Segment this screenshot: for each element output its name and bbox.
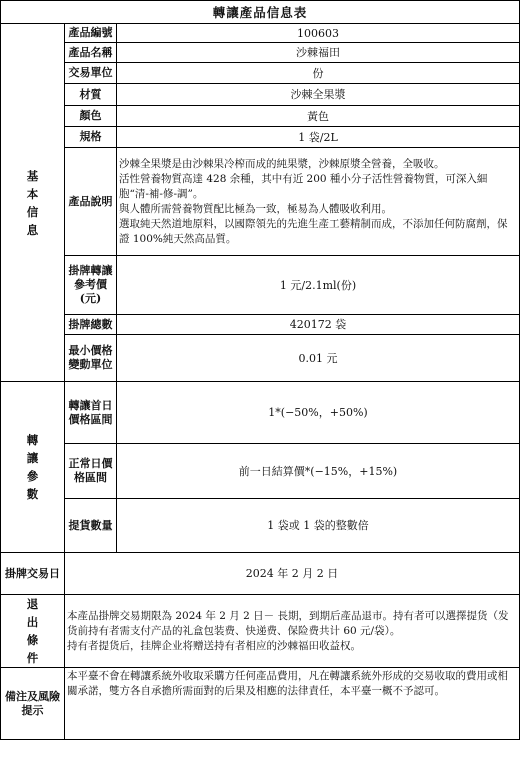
description-line: 與人體所需營養物質配比極為一致，極易為人體吸收利用。	[119, 202, 392, 215]
exit-line: 本產品掛牌交易期限為 2024 年 2 月 2 日－ 長期，到期后產品退市。持有者可以選擇提货（发货前持有者需支付产品的礼盒包装费、快递费、保险费共计 60 元/袋）。	[67, 609, 509, 637]
section-transfer-label: 轉讓參數	[26, 433, 39, 501]
label-risk-notice: 備注及風險提示	[1, 668, 65, 740]
label-total-listed: 掛牌總數	[65, 315, 117, 335]
exit-line: 持有者提货后，挂牌企业将赠送持有者相应的沙棘福田收益权。	[67, 639, 361, 652]
label-product-name: 產品名稱	[65, 43, 117, 63]
section-basic-label: 基本信息	[26, 168, 39, 237]
table-title: 轉讓產品信息表	[1, 1, 520, 24]
value-product-name: 沙棘福田	[117, 43, 520, 63]
value-trade-unit: 份	[117, 63, 520, 84]
label-trade-unit: 交易單位	[65, 63, 117, 84]
section-transfer-params	[1, 382, 65, 553]
label-first-day-range: 轉讓首日價格區間	[65, 382, 117, 444]
description-line: 活性營養物質高達 428 余種，其中有近 200 種小分子活性營養物質，可深入細胞“清-補-修-調”。	[119, 172, 488, 200]
value-pickup-quantity: 1 袋或 1 袋的整數倍	[117, 499, 520, 553]
label-spec: 規格	[65, 127, 117, 148]
section-basic-info	[1, 24, 65, 382]
label-min-price-tick: 最小價格變動單位	[65, 335, 117, 382]
label-material: 材質	[65, 84, 117, 106]
label-listing-date: 掛牌交易日	[1, 553, 65, 595]
value-reference-price: 1 元/2.1ml(份)	[117, 256, 520, 315]
label-description: 產品說明	[65, 148, 117, 256]
exit-label: 退出條件	[26, 597, 39, 665]
label-color: 顏色	[65, 106, 117, 127]
value-color: 黃色	[117, 106, 520, 127]
value-min-price-tick: 0.01 元	[117, 335, 520, 382]
value-description	[117, 148, 520, 256]
section-exit-conditions	[1, 595, 65, 668]
label-reference-price: 掛牌轉讓參考價(元)	[65, 256, 117, 315]
description-line: 沙棘全果漿是由沙棘果冷榨而成的純果漿，沙棘原漿全營養，全吸收。	[119, 157, 445, 170]
label-pickup-quantity: 提貨數量	[65, 499, 117, 553]
label-normal-day-range: 正常日價格區間	[65, 444, 117, 499]
value-spec: 1 袋/2L	[117, 127, 520, 148]
value-normal-day-range: 前一日結算價*(−15%，+15%)	[117, 444, 520, 499]
value-listing-date: 2024 年 2 月 2 日	[65, 553, 520, 595]
label-product-code: 產品編號	[65, 24, 117, 43]
value-risk-notice: 本平臺不會在轉讓系統外收取采購方任何產品費用，凡在轉讓系統外形成的交易收取的費用或相關承諾，雙方各自承擔所需面對的后果及相應的法律責任，本平臺一概不予認可。	[65, 668, 520, 740]
description-line: 選取純天然道地原料，以國際領先的先進生產工藝精制而成，不添加任何防腐劑，保證 100%純天然高品質。	[119, 217, 508, 245]
value-total-listed: 420172 袋	[117, 315, 520, 335]
value-material: 沙棘全果漿	[117, 84, 520, 106]
value-first-day-range: 1*(−50%，+50%)	[117, 382, 520, 444]
value-exit-conditions	[65, 595, 520, 668]
value-product-code: 100603	[117, 24, 520, 43]
